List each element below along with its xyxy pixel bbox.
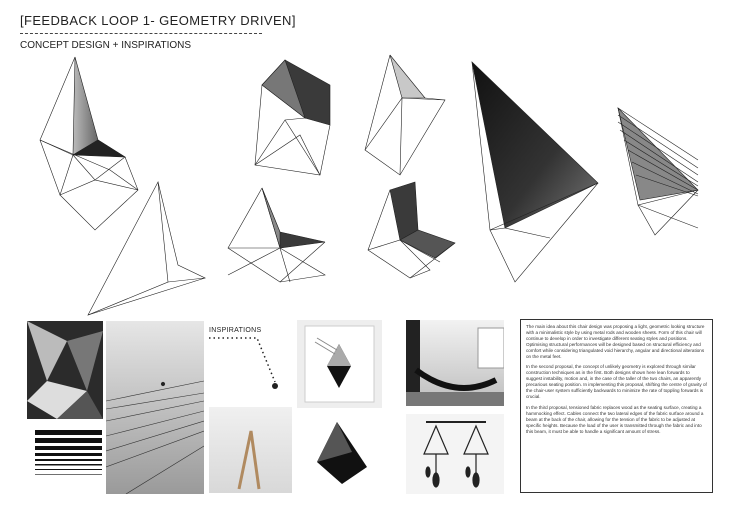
chair-sketch-2 xyxy=(88,182,205,315)
chair-sketch-5 xyxy=(365,55,445,175)
chair-sketch-8 xyxy=(618,108,698,235)
chair-sketch-3 xyxy=(255,60,330,175)
inspirations-label: INSPIRATIONS xyxy=(209,327,262,334)
inspiration-image-power-lines xyxy=(106,321,204,494)
inspiration-image-folded-black-object xyxy=(297,412,382,492)
chair-sketch-6 xyxy=(368,182,455,278)
inspiration-image-triangle-frame xyxy=(209,407,292,493)
description-paragraph-1: The main idea about this chair design was proposing a light, geometric looking structure with a minimalistic style by using metal rods and wooden sheets. Form of this chair will continue to develop in order to investigate different seating styles and positions. Optimising structural performances will be designed based on structural efficiency and comfort while considering triangulated void hierarchy, angular and directional alterations on the metal feet. xyxy=(526,324,705,359)
chair-sketch-4 xyxy=(228,188,325,282)
inspiration-image-folded-facade xyxy=(27,321,103,419)
inspirations-pointer xyxy=(209,336,279,396)
chair-sketch-1 xyxy=(40,57,138,230)
inspiration-image-stripes xyxy=(35,428,102,480)
inspiration-image-hammock xyxy=(406,320,504,406)
page-subtitle: CONCEPT DESIGN + INSPIRATIONS xyxy=(20,40,192,51)
concept-description xyxy=(520,319,713,493)
inspiration-image-framed-diamond xyxy=(297,320,382,408)
chair-sketch-7 xyxy=(472,62,598,282)
inspiration-image-dreamcatcher xyxy=(406,414,504,494)
description-paragraph-2: In the second proposal, the concept of unlikely geometry is explored through similar construction techniques as in the first. Both designs shown here lean forwards to suggest instability, motion and, in the case of the taller of the two chairs, an apparently precarious seating position. In implementing this proposal, shifting the centre of gravity of the chair-user system sufficiently backwards to minimize the rate of toppling forwards is crucial. xyxy=(526,364,707,399)
page-title: [FEEDBACK LOOP 1- GEOMETRY DRIVEN] xyxy=(20,13,296,28)
description-paragraph-3: In the third proposal, tensioned fabric replaces wood as the seating surface, creating a hammocking effect. Cables connect the two lateral edges of the fabric surface around a beam at the back of the chair, allowing for the tension of the fabric to be adjusted at specific heights. Because the load of the user is transmitted through the fabric and into this beam, it must be able to handle a significant amount of stress. xyxy=(526,404,704,434)
